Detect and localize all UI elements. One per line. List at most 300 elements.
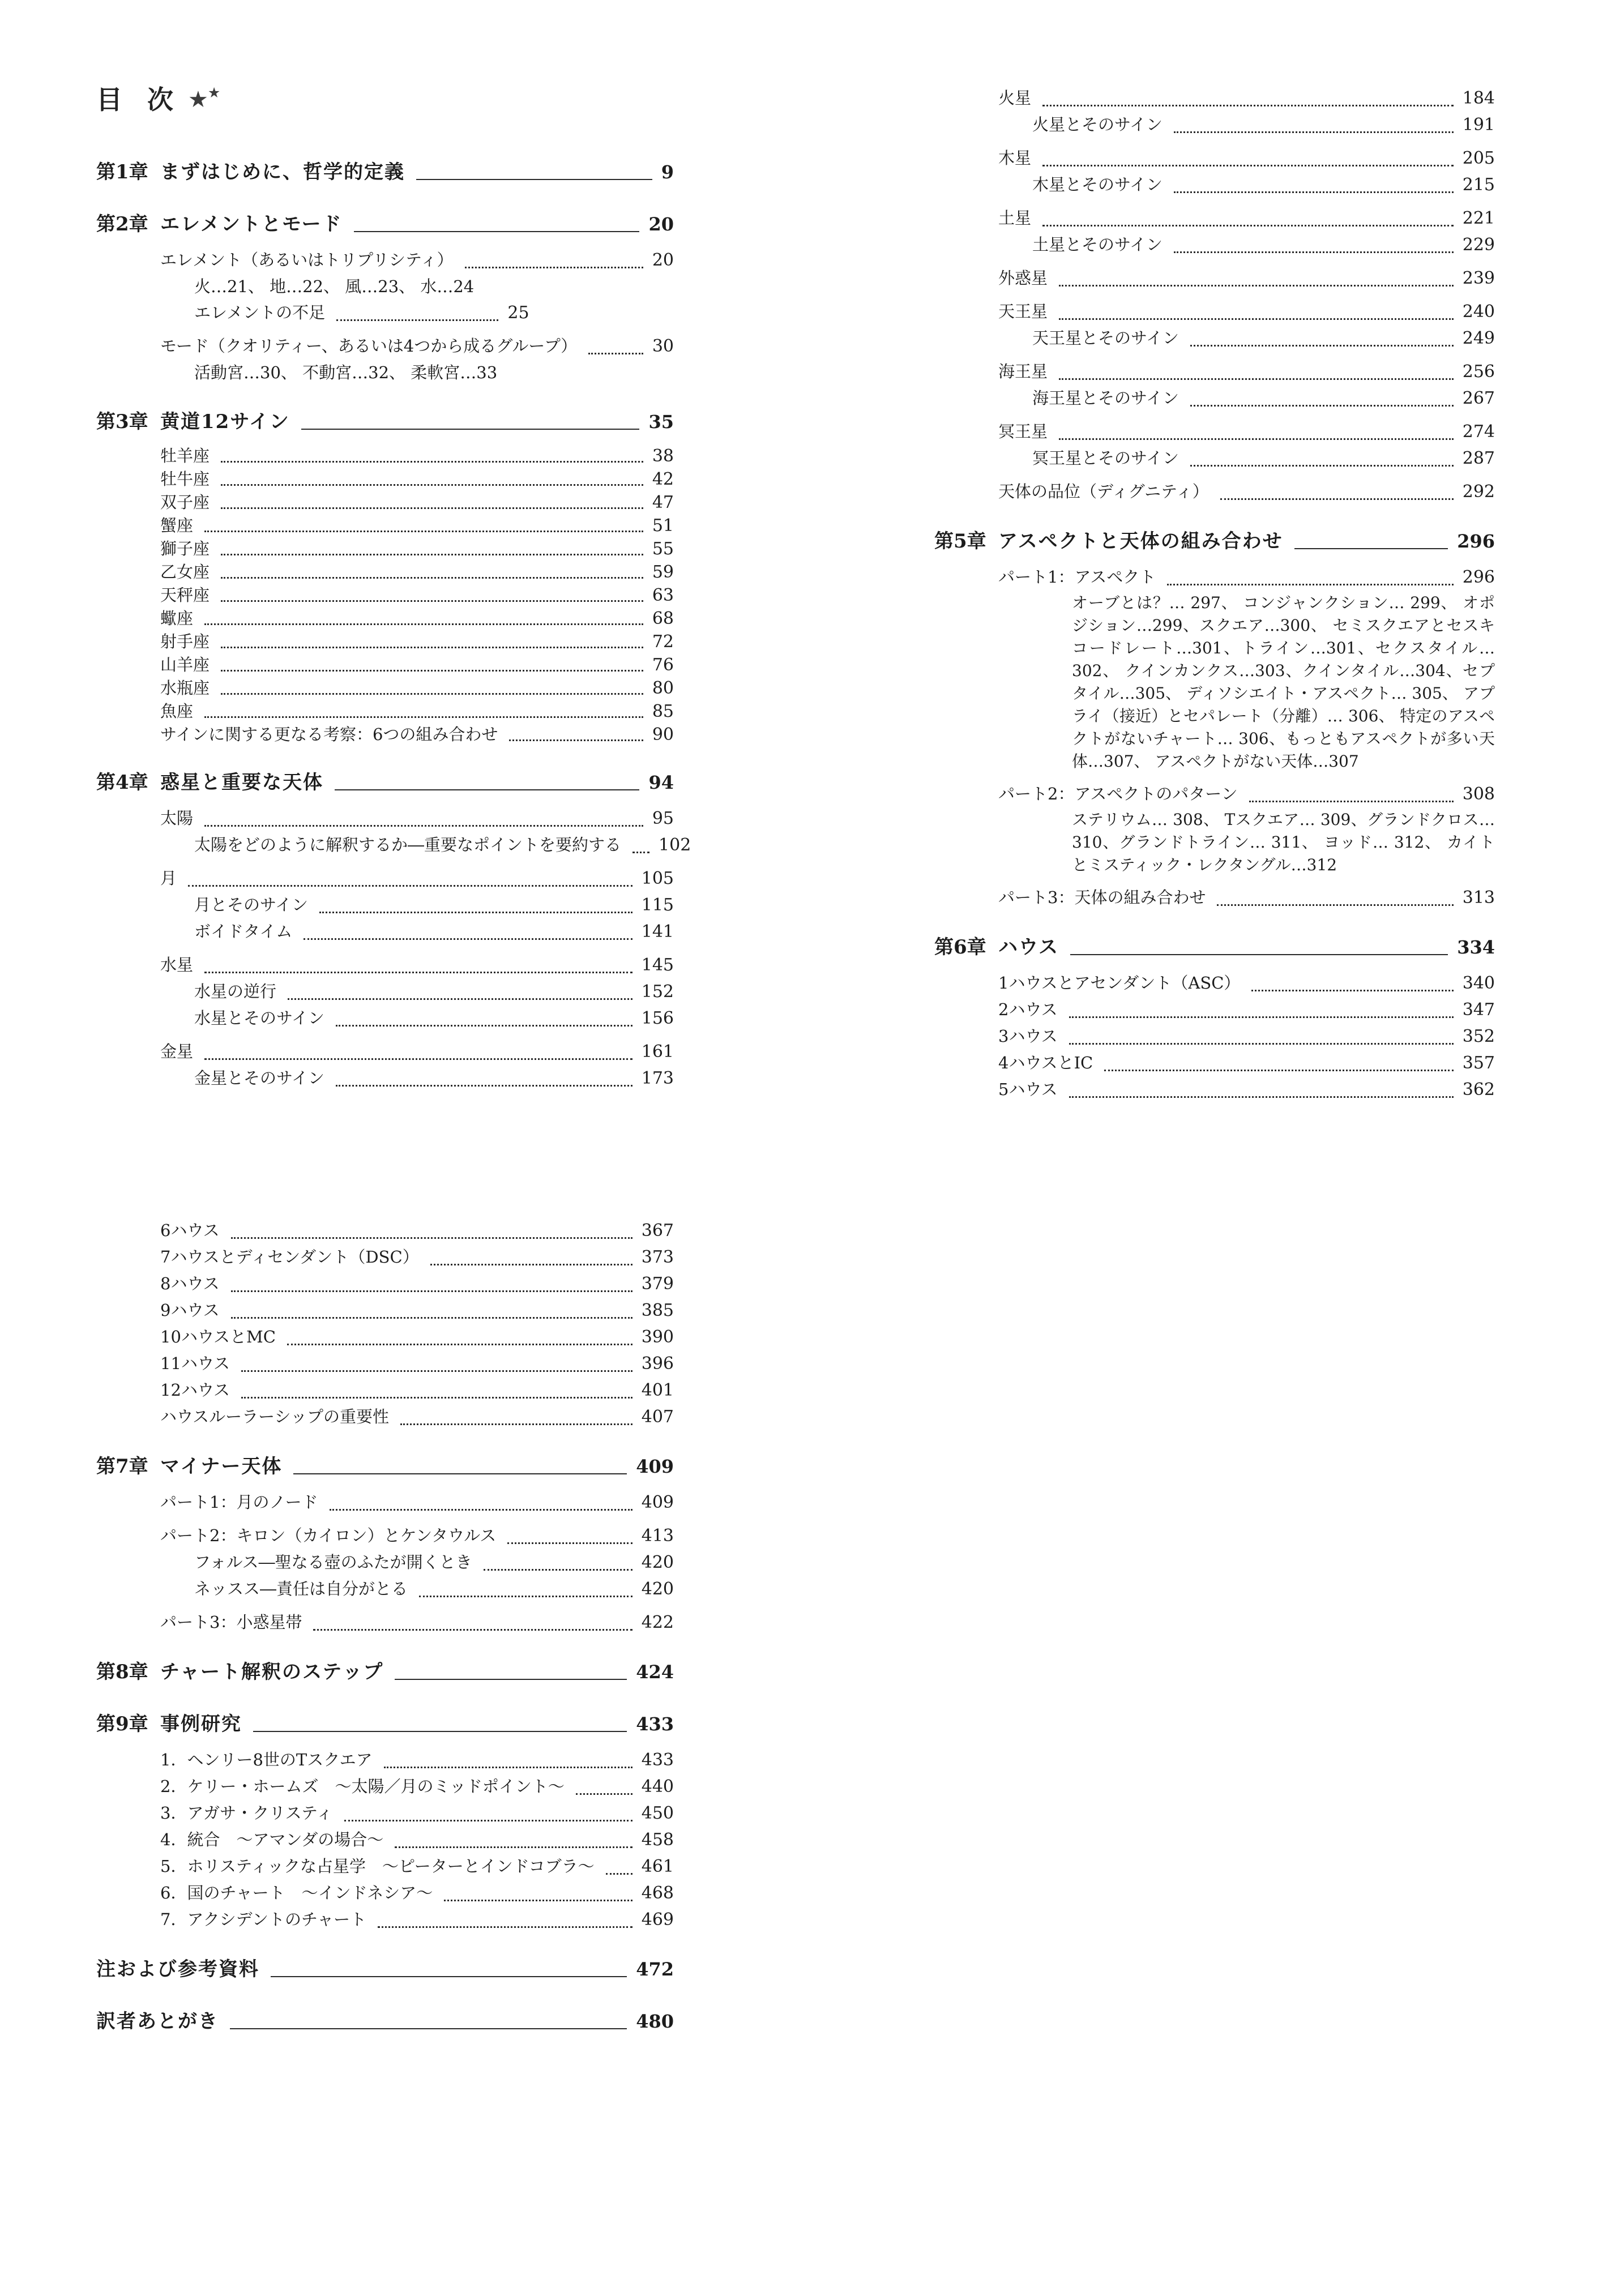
dot-leader xyxy=(313,1629,632,1631)
toc-item-row xyxy=(934,232,1495,258)
toc-item-label: 金星とそのサイン xyxy=(194,1068,324,1088)
page-number: 51 xyxy=(652,516,674,536)
toc-item-row xyxy=(96,1489,674,1516)
toc-item-row xyxy=(934,298,1495,325)
toc-item-label: 天王星 xyxy=(998,302,1048,321)
page-number: 152 xyxy=(641,982,674,1002)
page-number: 47 xyxy=(652,493,674,512)
toc-item-label: 3．アガサ・クリスティ xyxy=(160,1803,333,1823)
toc-item-row xyxy=(934,997,1495,1023)
dot-leader xyxy=(444,1900,632,1901)
toc-item-label: パート3：天体の組み合わせ xyxy=(998,888,1206,907)
dot-leader xyxy=(509,739,643,741)
page-number: 420 xyxy=(641,1553,674,1572)
toc-item-label: 魚座 xyxy=(160,702,194,721)
dot-leader xyxy=(288,998,632,1000)
toc-item-row xyxy=(96,1747,674,1773)
page-number: 440 xyxy=(641,1777,674,1797)
toc-item-label: 蠍座 xyxy=(160,609,194,628)
rule-leader xyxy=(271,1976,627,1977)
dot-leader xyxy=(1220,498,1454,500)
toc-item-label: 土星とそのサイン xyxy=(1032,235,1163,254)
toc-subnote-text: 活動宮…30、 不動宮…32、 柔軟宮…33 xyxy=(194,363,498,382)
toc-item-label: 双子座 xyxy=(160,493,210,512)
rule-leader xyxy=(253,1731,627,1732)
toc-item-label: 太陽をどのように解釈するか―重要なポイントを要約する xyxy=(194,835,622,854)
toc-chapter-title: 注および参考資料 xyxy=(96,1958,259,1981)
toc-item-row xyxy=(96,1549,674,1576)
toc-item-label: 外惑星 xyxy=(998,268,1048,288)
dot-leader xyxy=(304,938,632,940)
dot-leader xyxy=(336,1085,632,1087)
page-number: 472 xyxy=(636,1959,674,1980)
toc-item-label: 5ハウス xyxy=(998,1080,1058,1099)
page-number: 450 xyxy=(641,1803,674,1823)
toc-item-label: 月とそのサイン xyxy=(194,895,308,914)
dot-leader xyxy=(221,461,643,463)
dot-leader xyxy=(1059,285,1454,286)
toc-item-row xyxy=(96,468,674,491)
toc-item-label: パート1：アスペクト xyxy=(998,567,1156,587)
toc-item-row xyxy=(934,1050,1495,1076)
dot-leader xyxy=(188,885,632,887)
page-number: 461 xyxy=(641,1857,674,1876)
dot-leader xyxy=(204,825,643,827)
toc-item-row xyxy=(934,145,1495,172)
dot-leader xyxy=(204,623,643,625)
toc-item-label: エレメント（あるいはトリプリシティ） xyxy=(160,250,454,270)
page-number: 373 xyxy=(641,1247,674,1267)
toc-item-row xyxy=(96,653,674,677)
toc-item-label: 9ハウス xyxy=(160,1301,220,1320)
toc-item-label: 土星 xyxy=(998,208,1032,228)
page-number: 9 xyxy=(661,161,674,183)
rule-leader xyxy=(293,1473,627,1474)
page-number: 401 xyxy=(641,1380,674,1400)
dot-leader xyxy=(336,1025,632,1027)
page-number: 267 xyxy=(1462,388,1495,408)
dot-leader xyxy=(1069,1096,1454,1098)
toc-item-row xyxy=(96,805,674,832)
page-number: 340 xyxy=(1462,973,1495,993)
toc-item-row xyxy=(96,561,674,584)
toc-chapter-number: 第3章 xyxy=(96,410,148,433)
toc-chapter-title: チャート解釈のステップ xyxy=(160,1661,384,1683)
dot-leader xyxy=(221,670,643,672)
toc-chapter-title: マイナー天体 xyxy=(160,1455,283,1478)
toc-item-row xyxy=(96,1377,674,1404)
dot-leader xyxy=(221,554,643,555)
page-number: 102 xyxy=(659,835,691,855)
page-number: 274 xyxy=(1462,422,1495,442)
page-number: 357 xyxy=(1462,1053,1495,1073)
page-number: 156 xyxy=(641,1008,674,1028)
dot-leader xyxy=(400,1423,632,1425)
rule-leader xyxy=(1294,548,1448,549)
toc-item-label: ボイドタイム xyxy=(194,922,293,941)
toc-chapter-row xyxy=(96,208,674,240)
toc-item-label: フォルス―聖なる壺のふたが開くとき xyxy=(194,1553,472,1572)
page-number: 145 xyxy=(641,955,674,975)
rule-leader xyxy=(1070,954,1448,955)
toc-chapter-row xyxy=(934,525,1495,557)
toc-item-label: 獅子座 xyxy=(160,539,210,558)
toc-item-row xyxy=(96,1297,674,1324)
dot-leader xyxy=(1059,378,1454,380)
dot-leader xyxy=(1190,465,1454,467)
page-number: 105 xyxy=(641,869,674,888)
dot-leader xyxy=(241,1397,632,1399)
toc-subnote-row xyxy=(96,273,674,300)
toc-item-row xyxy=(96,1271,674,1297)
page-number: 334 xyxy=(1457,937,1495,958)
dot-leader xyxy=(330,1509,632,1511)
page-number: 239 xyxy=(1462,268,1495,288)
dot-leader xyxy=(231,1290,632,1292)
toc-item-row xyxy=(934,1023,1495,1050)
toc-item-row xyxy=(96,444,674,468)
dot-leader xyxy=(1174,131,1454,133)
toc-item-label: 木星 xyxy=(998,148,1032,168)
page-number: 161 xyxy=(641,1042,674,1062)
page-number: 42 xyxy=(652,469,674,489)
page-number: 229 xyxy=(1462,235,1495,255)
page-number: 80 xyxy=(652,678,674,698)
toc-column-right-top xyxy=(934,85,1495,1103)
dot-leader xyxy=(606,1873,632,1875)
toc-item-label: 2ハウス xyxy=(998,1000,1058,1019)
toc-item-label: 3ハウス xyxy=(998,1027,1058,1046)
page-number: 347 xyxy=(1462,1000,1495,1020)
dot-leader xyxy=(430,1264,632,1265)
toc-item-label: 6．国のチャート ～インドネシア～ xyxy=(160,1883,433,1902)
toc-detail-paragraph: ステリウム… 308、 Tスクエア… 309、グランドクロス… 310、グランドトライン… 311、 ヨッド… 312、 カイトとミスティック・レクタングル…312 xyxy=(1072,810,1495,874)
page-number: 433 xyxy=(636,1713,674,1735)
dot-leader xyxy=(1174,191,1454,193)
toc-chapter-title: 惑星と重要な天体 xyxy=(160,771,323,794)
toc-item-row xyxy=(934,1076,1495,1103)
toc-item-row xyxy=(96,1217,674,1244)
toc-item-row xyxy=(96,537,674,561)
toc-item-label: 冥王星とそのサイン xyxy=(1032,448,1179,468)
toc-chapter-number: 第2章 xyxy=(96,213,148,236)
dot-leader xyxy=(204,1058,632,1060)
toc-chapter-number: 第6章 xyxy=(934,936,986,959)
toc-item-row xyxy=(96,630,674,653)
toc-rows-right-top xyxy=(934,85,1495,1103)
toc-chapter-number: 第7章 xyxy=(96,1455,148,1478)
toc-item-label: 10ハウスとMC xyxy=(160,1327,276,1346)
page-number: 221 xyxy=(1462,208,1495,228)
page-number: 308 xyxy=(1462,784,1495,804)
toc-item-row xyxy=(96,723,674,746)
page-number: 249 xyxy=(1462,328,1495,348)
dot-leader xyxy=(1190,345,1454,347)
page-number: 38 xyxy=(652,446,674,466)
dot-leader xyxy=(204,716,643,718)
page-number: 468 xyxy=(641,1883,674,1903)
toc-item-label: 月 xyxy=(160,869,177,888)
toc-item-label: 天体の品位（ディグニティ） xyxy=(998,482,1209,501)
dot-leader xyxy=(384,1767,632,1768)
toc-chapter-number: 第8章 xyxy=(96,1661,148,1683)
toc-item-row xyxy=(96,952,674,978)
page-number: 205 xyxy=(1462,148,1495,168)
toc-item-label: 水星の逆行 xyxy=(194,982,277,1001)
toc-item-label: 水星 xyxy=(160,955,194,974)
page-number: 385 xyxy=(641,1301,674,1320)
page-number: 72 xyxy=(652,632,674,652)
page-number: 390 xyxy=(641,1327,674,1347)
toc-item-label: 7．アクシデントのチャート xyxy=(160,1910,367,1929)
page-number: 458 xyxy=(641,1830,674,1850)
toc-chapter-row xyxy=(934,931,1495,963)
toc-item-label: 8ハウス xyxy=(160,1274,220,1293)
page-number: 422 xyxy=(641,1613,674,1632)
page-number: 292 xyxy=(1462,482,1495,502)
page-number: 115 xyxy=(641,895,674,915)
toc-item-row xyxy=(934,478,1495,505)
toc-item-row xyxy=(96,1404,674,1430)
toc-chapter-number: 第4章 xyxy=(96,771,148,794)
toc-item-row xyxy=(96,491,674,514)
dot-leader xyxy=(1069,1043,1454,1045)
toc-rows-left-top xyxy=(96,156,691,1092)
dot-leader xyxy=(221,647,643,648)
toc-item-label: 12ハウス xyxy=(160,1380,230,1400)
toc-item-row xyxy=(96,1853,674,1880)
dot-leader xyxy=(221,507,643,509)
toc-subnote-row xyxy=(96,360,674,386)
toc-item-label: 天王星とそのサイン xyxy=(1032,328,1179,348)
page-number: 25 xyxy=(507,303,529,323)
dot-leader xyxy=(576,1793,632,1795)
toc-item-label: 水星とそのサイン xyxy=(194,1008,324,1028)
dot-leader xyxy=(1069,1016,1454,1018)
dot-leader xyxy=(1059,438,1454,440)
dot-leader xyxy=(484,1569,632,1571)
page-number: 409 xyxy=(641,1493,674,1512)
page-number: 20 xyxy=(652,250,674,270)
page-title xyxy=(96,84,674,116)
page-number: 296 xyxy=(1462,567,1495,587)
toc-item-label: 山羊座 xyxy=(160,655,210,674)
toc-item-label: 射手座 xyxy=(160,632,210,651)
page-number: 191 xyxy=(1462,115,1495,135)
toc-item-label: 冥王星 xyxy=(998,422,1048,441)
toc-item-label: 牡牛座 xyxy=(160,469,210,489)
page-number: 90 xyxy=(652,725,674,745)
dot-leader xyxy=(231,1317,632,1319)
toc-item-row xyxy=(96,300,529,326)
toc-item-row xyxy=(934,884,1495,911)
toc-item-row xyxy=(96,865,674,892)
toc-item-row xyxy=(96,700,674,723)
toc-item-label: 5．ホリスティックな占星学 ～ピーターとインドコブラ～ xyxy=(160,1857,595,1876)
toc-item-label: パート1：月のノード xyxy=(160,1493,318,1512)
page-number: 85 xyxy=(652,702,674,721)
toc-item-label: パート2：キロン（カイロン）とケンタウルス xyxy=(160,1526,497,1545)
toc-item-row xyxy=(96,1827,674,1853)
dot-leader xyxy=(221,693,643,695)
toc-item-row xyxy=(96,1773,674,1800)
dot-leader xyxy=(395,1846,632,1848)
toc-item-row xyxy=(96,1038,674,1065)
dot-leader xyxy=(1167,584,1453,585)
toc-item-label: 6ハウス xyxy=(160,1221,220,1240)
rule-leader xyxy=(230,2028,627,2029)
toc-item-label: 蟹座 xyxy=(160,516,194,535)
toc-item-label: 水瓶座 xyxy=(160,678,210,698)
toc-chapter-title: エレメントとモード xyxy=(160,213,343,236)
toc-chapter-row xyxy=(96,767,674,798)
page-number: 141 xyxy=(641,922,674,942)
toc-chapter-number: 第1章 xyxy=(96,161,148,183)
page-number: 433 xyxy=(641,1750,674,1770)
page-number: 215 xyxy=(1462,175,1495,195)
page-number: 95 xyxy=(652,809,674,828)
dot-leader xyxy=(221,600,643,602)
toc-item-row xyxy=(934,112,1495,138)
toc-backmatter-row xyxy=(96,2005,674,2037)
page-number: 469 xyxy=(641,1910,674,1930)
toc-chapter-title: ハウス xyxy=(998,936,1059,959)
toc-chapter-row xyxy=(96,406,674,438)
page-number: 59 xyxy=(652,562,674,582)
rule-leader xyxy=(416,179,652,180)
toc-item-label: 2．ケリー・ホームズ ～太陽／月のミッドポイント～ xyxy=(160,1777,565,1796)
page-number: 173 xyxy=(641,1068,674,1088)
dot-leader xyxy=(319,912,632,913)
toc-chapter-row xyxy=(96,156,674,188)
toc-item-label: 11ハウス xyxy=(160,1354,230,1373)
page-number: 379 xyxy=(641,1274,674,1294)
dot-leader xyxy=(231,1237,632,1239)
toc-item-label: モード（クオリティー、あるいは4つから成るグループ） xyxy=(160,336,578,356)
toc-chapter-row xyxy=(96,1451,674,1482)
toc-item-label: 海王星 xyxy=(998,362,1048,381)
toc-subnote-text: 火…21、 地…22、 風…23、 水…24 xyxy=(194,277,475,296)
toc-item-row xyxy=(96,1523,674,1549)
toc-item-label: エレメントの不足 xyxy=(194,303,326,322)
toc-item-label: 天秤座 xyxy=(160,585,210,605)
page-number: 424 xyxy=(636,1661,674,1683)
toc-chapter-number: 第5章 xyxy=(934,530,986,553)
toc-item-label: 4．統合 ～アマンダの場合～ xyxy=(160,1830,384,1849)
dot-leader xyxy=(378,1926,632,1928)
toc-item-label: 火星とそのサイン xyxy=(1032,115,1163,134)
dot-leader xyxy=(632,852,649,853)
dot-leader xyxy=(221,577,643,579)
dot-leader xyxy=(204,972,632,973)
toc-title-text: 目 次 xyxy=(96,84,182,115)
page-number: 296 xyxy=(1457,531,1495,552)
toc-item-row xyxy=(96,1609,674,1636)
toc-rows-left-bottom xyxy=(96,1217,674,2037)
dot-leader xyxy=(465,267,643,268)
toc-item-row xyxy=(96,607,674,630)
toc-chapter-title: まずはじめに、哲学的定義 xyxy=(160,161,405,183)
toc-item-row xyxy=(96,584,674,607)
dot-leader xyxy=(419,1596,632,1597)
toc-chapter-row xyxy=(96,1656,674,1688)
star-icon: ★ xyxy=(188,87,208,113)
toc-item-label: 7ハウスとディセンダント（DSC） xyxy=(160,1247,419,1267)
dot-leader xyxy=(1104,1070,1454,1071)
dot-leader xyxy=(1251,990,1453,991)
toc-item-label: 牡羊座 xyxy=(160,446,210,465)
page-number: 420 xyxy=(641,1579,674,1599)
toc-detail-paragraph: オーブとは？… 297、 コンジャンクション… 299、 オポジション…299、スクエア…300、 セミスクエアとセスキコードレート…301、トライン…301、セクスタイル…302、 クインカンクス…303、クインタイル…304、セプタイル…305、 ディソシエイト・アスペクト… 305、 アプライ（接近）とセパレート（分離）… 306、 特定のアスペクトがないチャート… 306、もっともアスペクトが多い天体…307、 アスペクトがない天体…307 xyxy=(1072,593,1495,771)
dot-leader xyxy=(1042,105,1454,106)
toc-item-row xyxy=(934,418,1495,445)
toc-item-row xyxy=(96,1005,674,1032)
page-number: 30 xyxy=(652,336,674,356)
page-number: 20 xyxy=(648,213,674,235)
toc-item-row xyxy=(934,205,1495,232)
toc-item-label: 海王星とそのサイン xyxy=(1032,388,1179,408)
toc-chapter-title: アスペクトと天体の組み合わせ xyxy=(998,530,1283,553)
page-number: 409 xyxy=(636,1456,674,1477)
toc-item-row xyxy=(934,172,1495,198)
dot-leader xyxy=(204,531,643,532)
toc-item-row xyxy=(934,85,1495,112)
toc-column-left-bottom xyxy=(96,1217,674,2042)
page-number: 256 xyxy=(1462,362,1495,382)
toc-item-label: 1ハウスとアセンダント（ASC） xyxy=(998,973,1241,993)
page-number: 480 xyxy=(636,2011,674,2032)
toc-item-row xyxy=(96,1800,674,1827)
toc-item-row xyxy=(934,325,1495,352)
page-number: 240 xyxy=(1462,302,1495,322)
dot-leader xyxy=(336,319,498,321)
toc-item-row xyxy=(96,514,674,537)
page-number: 63 xyxy=(652,585,674,605)
toc-chapter-title: 黄道12サイン xyxy=(160,410,290,433)
dot-leader xyxy=(241,1370,632,1372)
toc-item-label: 金星 xyxy=(160,1042,194,1061)
page-number: 76 xyxy=(652,655,674,675)
rule-leader xyxy=(395,1679,627,1680)
rule-leader xyxy=(335,789,639,790)
toc-item-row xyxy=(96,1880,674,1906)
toc-item-row xyxy=(96,677,674,700)
toc-item-label: 火星 xyxy=(998,88,1032,108)
rule-leader xyxy=(354,231,640,232)
page-number: 352 xyxy=(1462,1027,1495,1046)
page-number: 413 xyxy=(641,1526,674,1546)
toc-chapter-title: 事例研究 xyxy=(160,1713,242,1735)
dot-leader xyxy=(1190,405,1454,407)
toc-item-row xyxy=(934,970,1495,997)
page-number: 184 xyxy=(1462,88,1495,108)
toc-chapter-number: 第9章 xyxy=(96,1713,148,1735)
dot-leader xyxy=(507,1542,632,1544)
page-number: 35 xyxy=(648,411,674,433)
toc-item-row xyxy=(934,564,1495,591)
toc-item-label: 1．ヘンリー8世のTスクエア xyxy=(160,1750,373,1769)
dot-leader xyxy=(1249,801,1454,802)
rule-leader xyxy=(301,429,640,430)
page-number: 68 xyxy=(652,609,674,628)
page-number: 94 xyxy=(648,772,674,793)
toc-item-row xyxy=(96,247,674,273)
dot-leader xyxy=(1174,251,1454,253)
toc-column-left-top xyxy=(96,84,691,1092)
dot-leader xyxy=(588,353,643,354)
page-number: 367 xyxy=(641,1221,674,1241)
toc-item-label: パート2：アスペクトのパターン xyxy=(998,784,1238,803)
